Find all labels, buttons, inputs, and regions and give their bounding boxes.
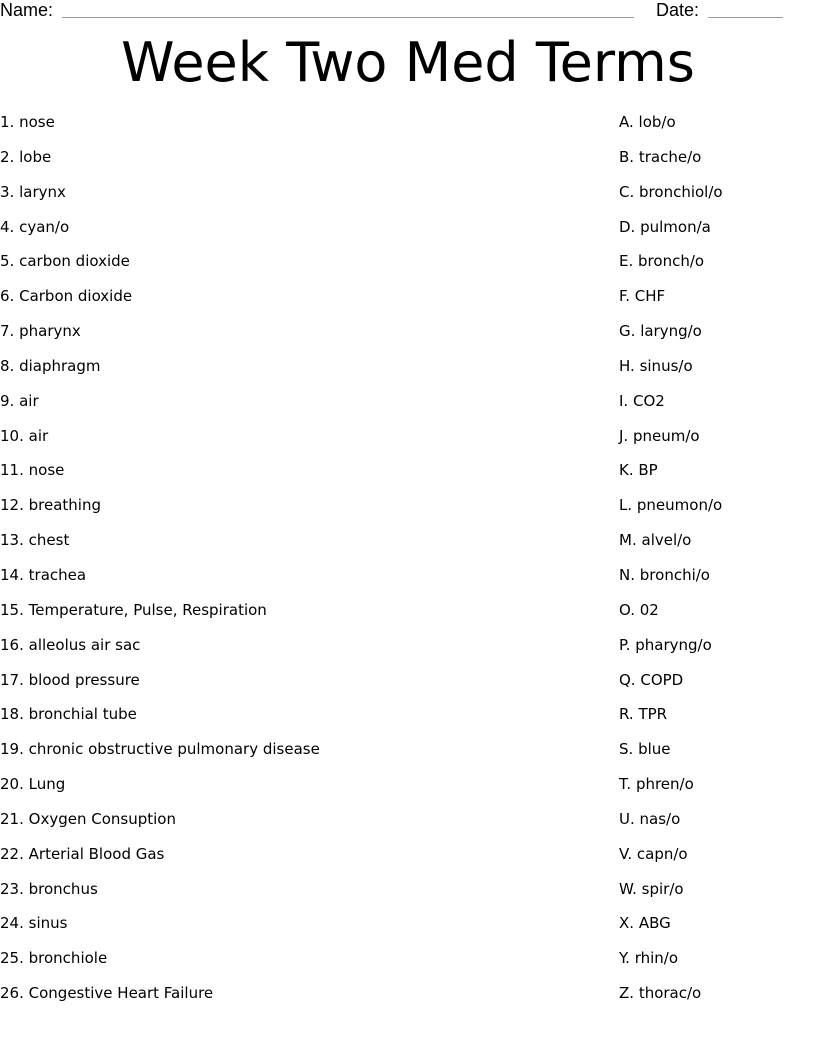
- term-row: [0, 112, 560, 147]
- answer-row: [619, 948, 809, 983]
- term-row-text: blood pressure: [28, 670, 140, 689]
- term-row: [0, 600, 560, 635]
- answer-row-number: J.: [619, 426, 629, 445]
- term-row-number: 4.: [0, 217, 15, 236]
- term-row: [0, 844, 560, 879]
- term-row: [0, 147, 560, 182]
- answer-row: [619, 809, 809, 844]
- term-row: [0, 948, 560, 983]
- answer-row-text: pneumon/o: [636, 496, 723, 515]
- term-row-number: 20.: [0, 775, 24, 794]
- answer-row-number: D.: [619, 217, 636, 236]
- answer-row-text: bronch/o: [638, 252, 705, 271]
- answer-row-number: Q.: [619, 670, 636, 689]
- term-row: [0, 251, 560, 286]
- answer-row-text: CHF: [634, 287, 666, 306]
- term-row-text: Oxygen Consuption: [28, 809, 176, 828]
- term-row-text: sinus: [28, 914, 68, 933]
- term-row-text: breathing: [28, 496, 102, 515]
- answer-row: [619, 704, 809, 739]
- term-row-text: air: [19, 391, 39, 410]
- answer-row-text: sinus/o: [639, 356, 693, 375]
- term-row-text: bronchial tube: [28, 705, 137, 724]
- answers-column: [619, 112, 809, 1018]
- answer-row-text: rhin/o: [634, 949, 679, 968]
- answer-row-number: O.: [619, 600, 635, 619]
- answer-row-number: Y.: [619, 949, 630, 968]
- term-row-number: 16.: [0, 635, 24, 654]
- term-row: [0, 286, 560, 321]
- answer-row-text: thorac/o: [638, 984, 702, 1003]
- term-row: [0, 391, 560, 426]
- term-row-number: 7.: [0, 322, 15, 341]
- term-row: [0, 321, 560, 356]
- answer-row: [619, 879, 809, 914]
- term-row: [0, 913, 560, 948]
- answer-row-text: ABG: [638, 914, 671, 933]
- answer-row-text: blue: [638, 740, 671, 759]
- term-row-number: 22.: [0, 844, 24, 863]
- term-row-number: 10.: [0, 426, 24, 445]
- term-row-number: 2.: [0, 147, 15, 166]
- term-row: [0, 670, 560, 705]
- term-row-text: trachea: [28, 565, 87, 584]
- term-row-text: air: [28, 426, 49, 445]
- term-row-number: 23.: [0, 879, 24, 898]
- date-label: Date:: [656, 0, 700, 20]
- term-row-text: larynx: [19, 182, 66, 201]
- answer-row: [619, 565, 809, 600]
- term-row-number: 3.: [0, 182, 15, 201]
- answer-row: [619, 983, 809, 1018]
- answer-row: [619, 251, 809, 286]
- answer-row-text: BP: [638, 461, 658, 480]
- answer-row-text: bronchi/o: [639, 565, 710, 584]
- term-row-text: Temperature, Pulse, Respiration: [28, 600, 267, 619]
- term-row: [0, 774, 560, 809]
- answer-row-number: L.: [619, 496, 633, 515]
- answer-row-number: F.: [619, 287, 630, 306]
- answer-row: [619, 844, 809, 879]
- answer-row-number: P.: [619, 635, 631, 654]
- answer-row-number: M.: [619, 531, 637, 550]
- term-row-number: 18.: [0, 705, 24, 724]
- answer-row-text: pneum/o: [632, 426, 700, 445]
- term-row-number: 19.: [0, 740, 24, 759]
- term-row-number: 24.: [0, 914, 24, 933]
- answer-row-text: laryng/o: [640, 322, 702, 341]
- answer-row: [619, 739, 809, 774]
- term-row: [0, 356, 560, 391]
- term-row-number: 8.: [0, 356, 15, 375]
- answer-row-text: capn/o: [636, 844, 688, 863]
- term-row-number: 13.: [0, 531, 24, 550]
- answer-row: [619, 460, 809, 495]
- answer-row: [619, 356, 809, 391]
- term-row-text: bronchiole: [28, 949, 108, 968]
- answer-row-text: TPR: [638, 705, 668, 724]
- term-row: [0, 460, 560, 495]
- answer-row: [619, 147, 809, 182]
- answer-row-number: U.: [619, 809, 635, 828]
- answer-row-number: K.: [619, 461, 634, 480]
- answer-row: [619, 774, 809, 809]
- term-row: [0, 495, 560, 530]
- answer-row-text: bronchiol/o: [639, 182, 723, 201]
- term-row-number: 14.: [0, 565, 24, 584]
- term-row-number: 12.: [0, 496, 24, 515]
- term-row-number: 11.: [0, 461, 24, 480]
- term-row-number: 1.: [0, 113, 15, 131]
- term-row-number: 17.: [0, 670, 24, 689]
- term-row-text: pharynx: [19, 322, 81, 341]
- answer-row-number: W.: [619, 879, 637, 898]
- answer-row-number: V.: [619, 844, 633, 863]
- term-row-text: Lung: [28, 775, 66, 794]
- term-row-text: Congestive Heart Failure: [28, 984, 214, 1003]
- answer-row-number: B.: [619, 147, 635, 166]
- answer-row-number: E.: [619, 252, 634, 271]
- answer-row: [619, 321, 809, 356]
- term-row-text: cyan/o: [19, 217, 70, 236]
- term-row: [0, 565, 560, 600]
- answer-row-text: 02: [639, 600, 659, 619]
- term-row: [0, 635, 560, 670]
- name-label: Name:: [0, 0, 54, 20]
- answer-row-text: pulmon/a: [640, 217, 711, 236]
- term-row: [0, 879, 560, 914]
- answer-row-text: phren/o: [635, 775, 694, 794]
- term-row-number: 6.: [0, 287, 15, 306]
- worksheet-header: [0, 0, 816, 22]
- term-row-number: 9.: [0, 391, 15, 410]
- answer-row: [619, 635, 809, 670]
- term-row-text: bronchus: [28, 879, 98, 898]
- term-row: [0, 704, 560, 739]
- answer-row: [619, 670, 809, 705]
- answer-row-text: COPD: [640, 670, 684, 689]
- page-title: Week Two Med Terms: [121, 31, 695, 94]
- term-row-text: nose: [19, 113, 55, 131]
- answer-row-number: S.: [619, 740, 634, 759]
- term-row-text: lobe: [19, 147, 52, 166]
- answer-row-number: X.: [619, 914, 635, 933]
- term-row-text: chronic obstructive pulmonary disease: [28, 740, 320, 759]
- answer-row-number: H.: [619, 356, 635, 375]
- term-row-number: 5.: [0, 252, 15, 271]
- term-row-text: chest: [28, 531, 70, 550]
- term-row: [0, 739, 560, 774]
- answer-row: [619, 426, 809, 461]
- answer-row: [619, 112, 809, 147]
- date-blank-line[interactable]: [708, 17, 783, 18]
- term-row: [0, 809, 560, 844]
- answer-row-number: T.: [619, 775, 632, 794]
- term-row-number: 15.: [0, 600, 24, 619]
- term-row-number: 25.: [0, 949, 24, 968]
- term-row-text: Carbon dioxide: [19, 287, 133, 306]
- answer-row-number: Z.: [619, 984, 635, 1003]
- answer-row-text: pharyng/o: [635, 635, 712, 654]
- answer-row: [619, 530, 809, 565]
- answer-row-text: spir/o: [641, 879, 684, 898]
- answer-row-text: alvel/o: [641, 531, 692, 550]
- answer-row-number: A.: [619, 113, 634, 131]
- term-row-number: 21.: [0, 809, 24, 828]
- term-row-number: 26.: [0, 984, 24, 1003]
- answer-row: [619, 600, 809, 635]
- answer-row-number: C.: [619, 182, 635, 201]
- answer-row: [619, 495, 809, 530]
- answer-row: [619, 913, 809, 948]
- answer-row-number: R.: [619, 705, 634, 724]
- answer-row-number: I.: [619, 391, 629, 410]
- answer-row: [619, 217, 809, 252]
- answer-row-number: N.: [619, 565, 635, 584]
- term-row-text: alleolus air sac: [28, 635, 141, 654]
- term-row-text: carbon dioxide: [19, 252, 130, 271]
- term-row-text: Arterial Blood Gas: [28, 844, 165, 863]
- name-blank-line[interactable]: [62, 17, 634, 18]
- term-row: [0, 426, 560, 461]
- answer-row-text: lob/o: [638, 113, 676, 131]
- answer-row: [619, 391, 809, 426]
- answer-row-text: nas/o: [639, 809, 681, 828]
- term-row: [0, 983, 560, 1018]
- term-row: [0, 530, 560, 565]
- term-row: [0, 182, 560, 217]
- answer-row-text: CO2: [632, 391, 665, 410]
- term-row: [0, 217, 560, 252]
- terms-column: [0, 112, 560, 1018]
- term-row-text: nose: [28, 461, 65, 480]
- term-row-text: diaphragm: [19, 356, 101, 375]
- answer-row-number: G.: [619, 322, 636, 341]
- answer-row: [619, 182, 809, 217]
- answer-row-text: trache/o: [638, 147, 702, 166]
- answer-row: [619, 286, 809, 321]
